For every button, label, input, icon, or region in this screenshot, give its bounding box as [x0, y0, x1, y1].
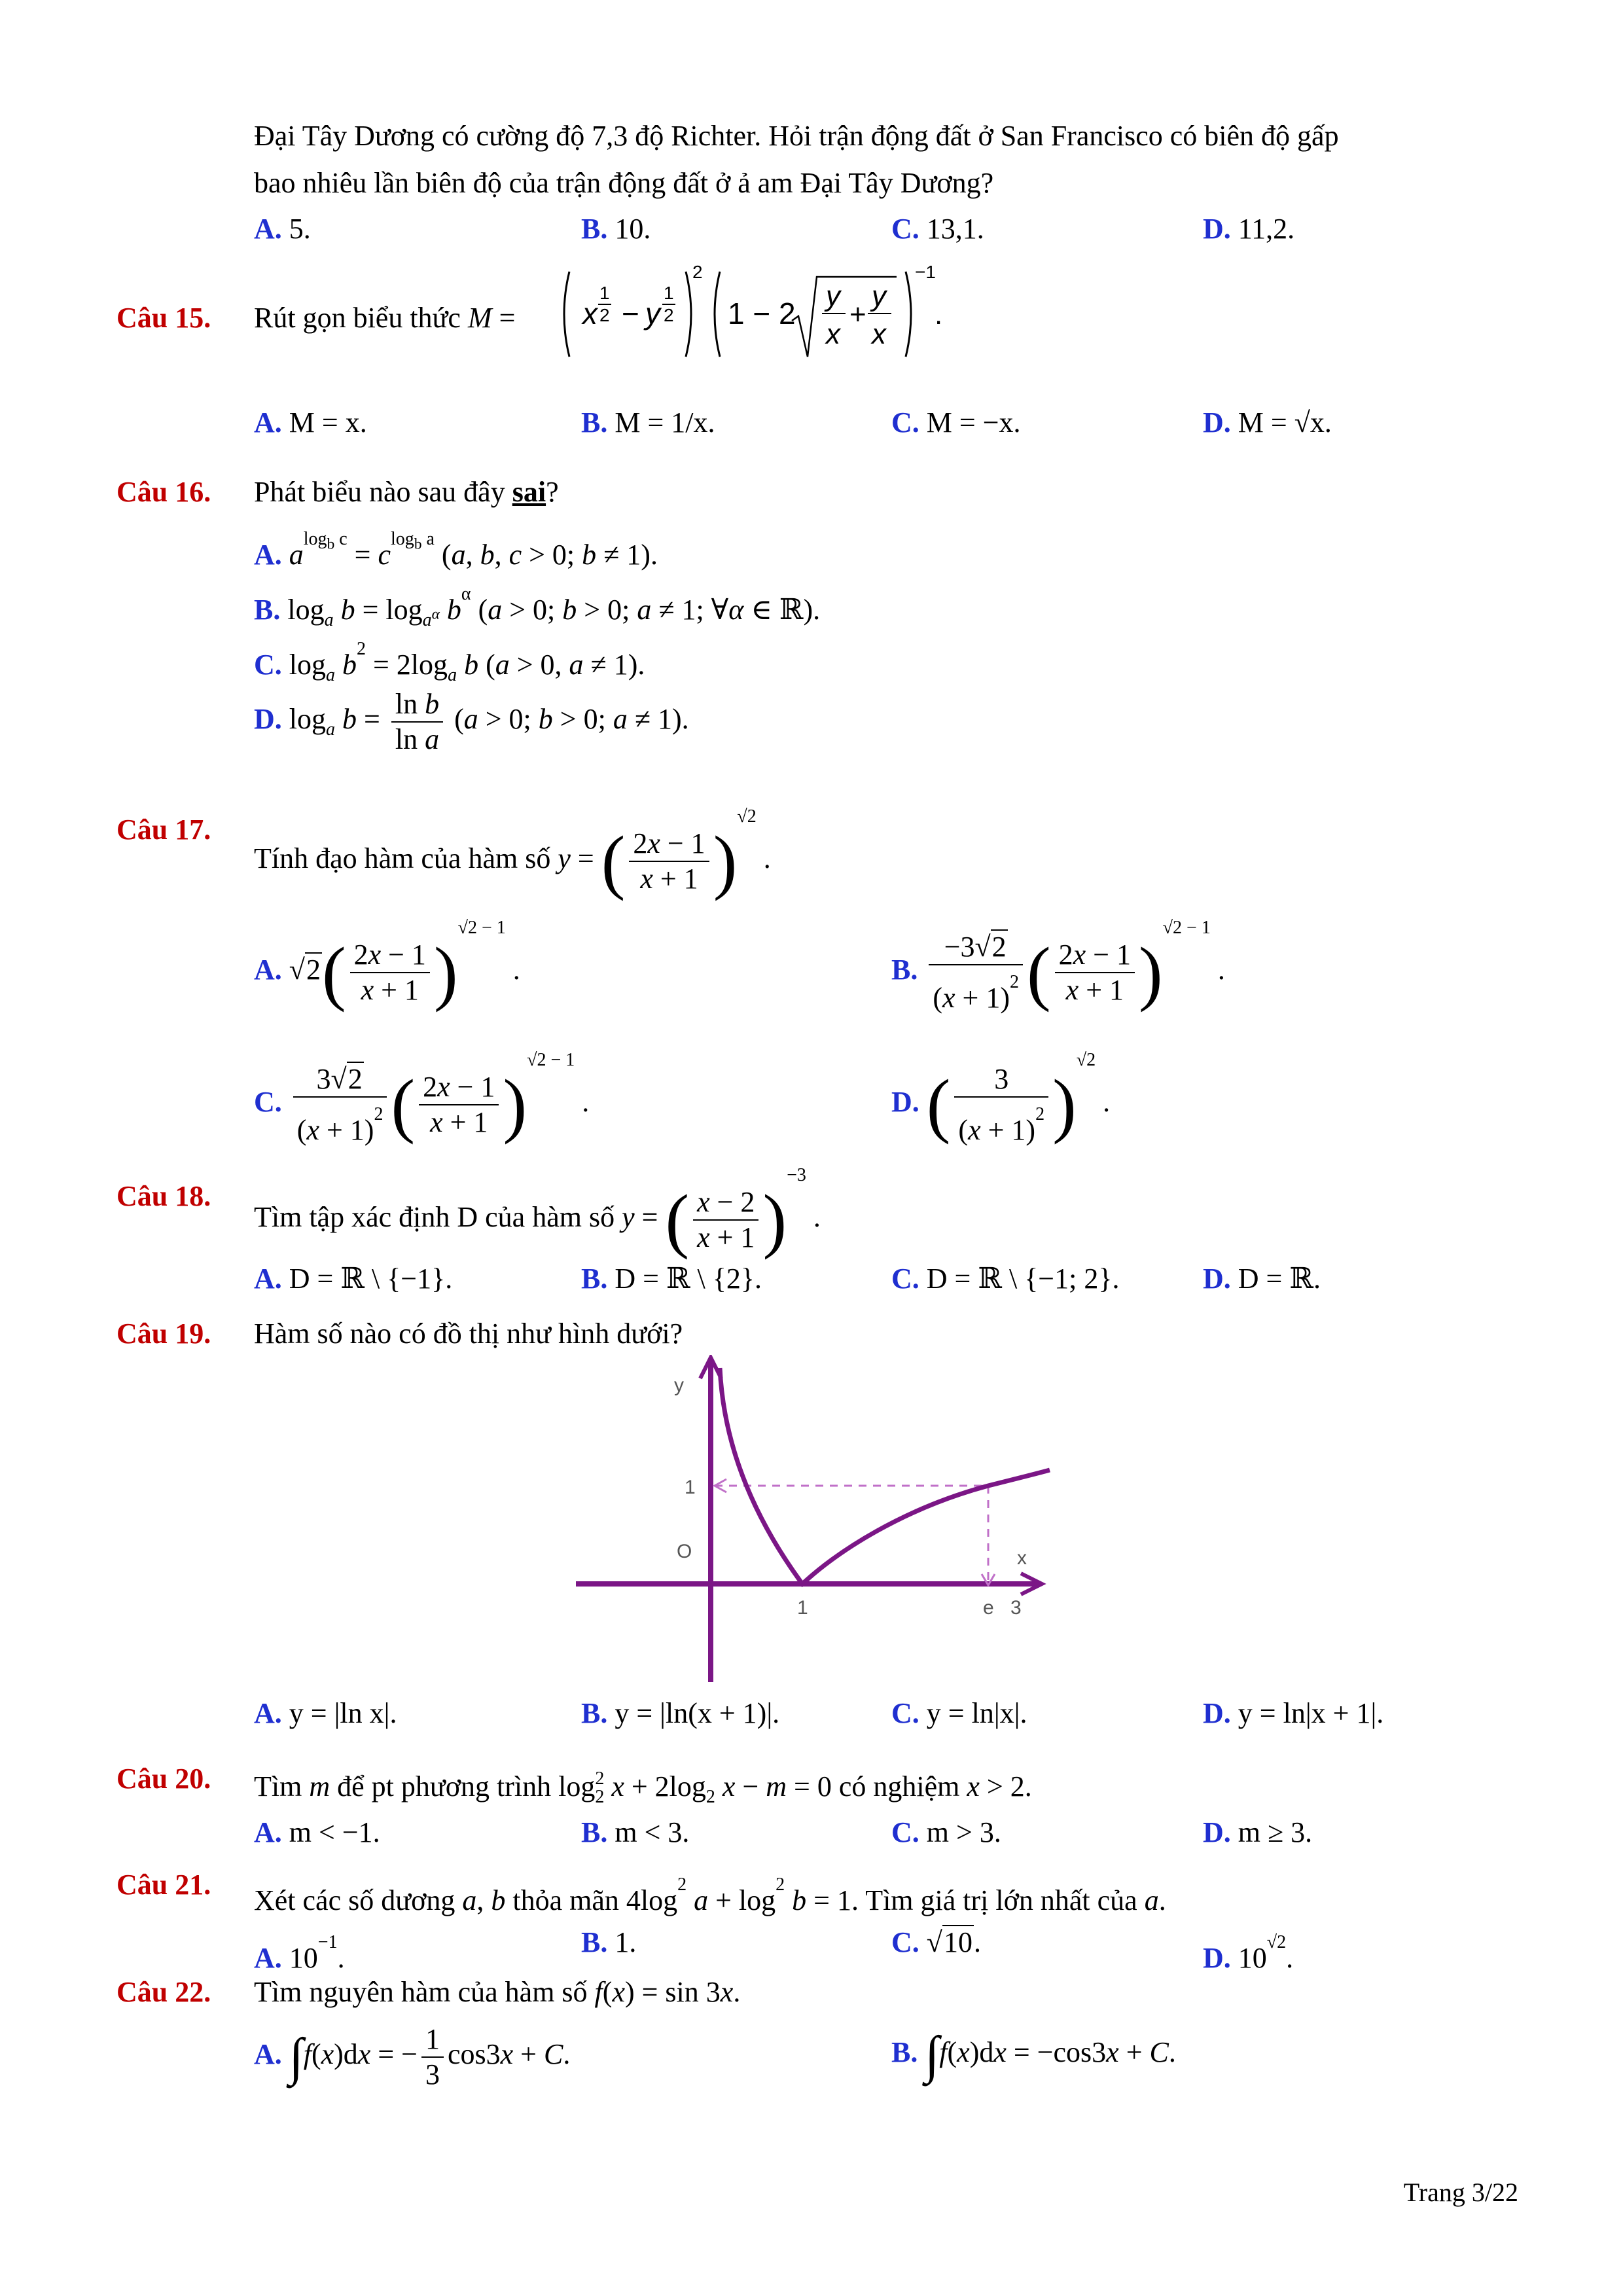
- q20-option-d: D. m ≥ 3.: [1203, 1816, 1313, 1848]
- origin-label: O: [677, 1541, 692, 1562]
- q19-option-a: A. y = |ln x|.: [254, 1697, 397, 1729]
- x-tick-3: 3: [1010, 1597, 1022, 1619]
- q19-graph: [563, 1355, 1073, 1695]
- q21-option-c: C. √10.: [891, 1926, 981, 1958]
- svg-text:y: y: [645, 296, 660, 331]
- q16-option-d: D. $\log_a b$ = $\frac{\text{ln b}}{\text{ln a}}$ (a > 0; b > 0; a ≠ 1).: [254, 688, 689, 755]
- intro-line-1: Đại Tây Dương có cường độ 7,3 độ Richter. Hỏi trận động đất ở San Francisco có biên độ gấp: [254, 120, 1339, 152]
- q17-option-a: A. √2( $\frac{2x - 1}{x + 1}$ )$^{√2 - 1}$ .: [254, 918, 520, 1013]
- q15-expression: [556, 259, 962, 370]
- q20-option-b: B. m < 3.: [581, 1816, 690, 1848]
- intro-option-d: D. 11,2.: [1203, 213, 1295, 245]
- q15-option-b: B. M = 1/x.: [581, 406, 715, 439]
- svg-text:x: x: [872, 318, 886, 350]
- q20-option-c: C. m > 3.: [891, 1816, 1001, 1848]
- q16-option-a: A. $a^{log_b c} = c^{log_b a}$ (a, b, c > 0; b ≠ 1).: [254, 529, 658, 571]
- q18-label: Câu 18.: [116, 1180, 211, 1212]
- svg-text:x: x: [826, 318, 840, 350]
- q21-question: Xét các số dương a, b thỏa mãn $4\log^2$ $a + \log^2 b = 1$. Tìm giá trị lớn nhất của a.: [254, 1874, 1166, 1916]
- q19-option-b: B. y = |ln(x + 1)|.: [581, 1697, 780, 1729]
- page-number: Trang 3/22: [1403, 2178, 1518, 2207]
- q16-option-b: B. $\log_a b = \log_{a^\alpha} b^\alpha$ (a > 0; b > 0; a ≠ 1; ∀α ∈ ℝ).: [254, 584, 821, 630]
- x-label: x: [1017, 1547, 1027, 1569]
- q22-label: Câu 22.: [116, 1976, 211, 2008]
- q16-question: Phát biểu nào sau đây sai?: [254, 476, 559, 508]
- x-tick-1: 1: [797, 1597, 808, 1619]
- q16-label: Câu 16.: [116, 476, 211, 508]
- svg-text:1 − 2: 1 − 2: [728, 296, 796, 331]
- intro-option-b: B. 10.: [581, 213, 651, 245]
- svg-text:2: 2: [664, 305, 674, 325]
- curve-abs-ln: [720, 1368, 1050, 1584]
- q15-question: Rút gọn biểu thức M =: [254, 302, 516, 334]
- svg-text:−1: −1: [915, 262, 936, 282]
- intro-line-2: bao nhiêu lần biên độ của trận động đất ở ả am Đại Tây Dương?: [254, 167, 994, 199]
- intro-option-c: C. 13,1.: [891, 213, 984, 245]
- q21-option-d: D. $10^{√2}$.: [1203, 1932, 1294, 1974]
- q19-question: Hàm số nào có đồ thị như hình dưới?: [254, 1318, 683, 1350]
- intro-option-a: A. 5.: [254, 213, 311, 245]
- q20-question: Tìm m để pt phương trình $\log_2^2 x + 2\log_2$ x − m = 0 có nghiệm x > 2.: [254, 1768, 1032, 1807]
- q15-option-a: A. M = x.: [254, 406, 367, 439]
- q18-option-c: C. D = ℝ \ {−1; 2}.: [891, 1263, 1120, 1295]
- q17-option-d: D. ( $\frac{3}{(x + 1)^2}$ )$^{√2}$ .: [891, 1050, 1111, 1146]
- q19-option-c: C. y = ln|x|.: [891, 1697, 1027, 1729]
- svg-text:y: y: [872, 280, 886, 312]
- q18-question: Tìm tập xác định D của hàm số y = ( $\frac{x - 2}{x + 1}$ )$^{-3}$ .: [254, 1165, 821, 1260]
- svg-text:−: −: [622, 296, 639, 331]
- q21-label: Câu 21.: [116, 1869, 211, 1901]
- q21-option-b: B. 1.: [581, 1926, 637, 1958]
- y-tick-1: 1: [685, 1477, 696, 1498]
- q17-option-c: C. $\frac{3√2}{(x + 1)^2}$ ( $\frac{2x - 1}{x + 1}$ )$^{√2 - 1}$ .: [254, 1050, 590, 1146]
- svg-text:y: y: [826, 280, 840, 312]
- svg-text:1: 1: [599, 283, 610, 303]
- q19-label: Câu 19.: [116, 1318, 211, 1350]
- q20-option-a: A. m < −1.: [254, 1816, 380, 1848]
- svg-text:.: .: [935, 298, 943, 331]
- q17-label: Câu 17.: [116, 814, 211, 846]
- q17-option-b: B. $\frac{-3√2}{(x + 1)^2}$ ( $\frac{2x - 1}{x + 1}$ )$^{√2 - 1}$ .: [891, 918, 1225, 1014]
- q16-option-c: C. $\log_a b^2 = 2\log_a$ b (a > 0, a ≠ 1).: [254, 639, 645, 685]
- svg-text:2: 2: [692, 262, 703, 282]
- q18-option-b: B. D = ℝ \ {2}.: [581, 1263, 762, 1295]
- q15-label: Câu 15.: [116, 302, 211, 334]
- q15-option-d: D. M = √x.: [1203, 406, 1332, 439]
- svg-text:2: 2: [599, 305, 610, 325]
- q21-option-a: A. $10^{-1}$.: [254, 1932, 345, 1974]
- q20-label: Câu 20.: [116, 1763, 211, 1795]
- svg-text:+: +: [849, 298, 866, 331]
- q19-option-d: D. y = ln|x + 1|.: [1203, 1697, 1384, 1729]
- q18-option-d: D. D = ℝ.: [1203, 1263, 1321, 1295]
- q22-option-b: B. ∫f(x)dx = −cos3x + C.: [891, 2026, 1176, 2084]
- q22-question: Tìm nguyên hàm của hàm số f(x) = sin 3x.: [254, 1976, 741, 2008]
- q22-option-a: A. ∫f(x)dx = − $\frac{1}{3}$ cos3x + C.: [254, 2023, 571, 2090]
- y-label: y: [674, 1374, 684, 1396]
- q18-option-a: A. D = ℝ \ {−1}.: [254, 1263, 453, 1295]
- q17-question: Tính đạo hàm của hàm số y = ( $\frac{2x - 1}{x + 1}$ )$^{√2}$ .: [254, 806, 771, 901]
- svg-text:x: x: [582, 296, 597, 331]
- x-tick-e: e: [983, 1597, 994, 1619]
- q15-option-c: C. M = −x.: [891, 406, 1021, 439]
- svg-text:1: 1: [664, 283, 674, 303]
